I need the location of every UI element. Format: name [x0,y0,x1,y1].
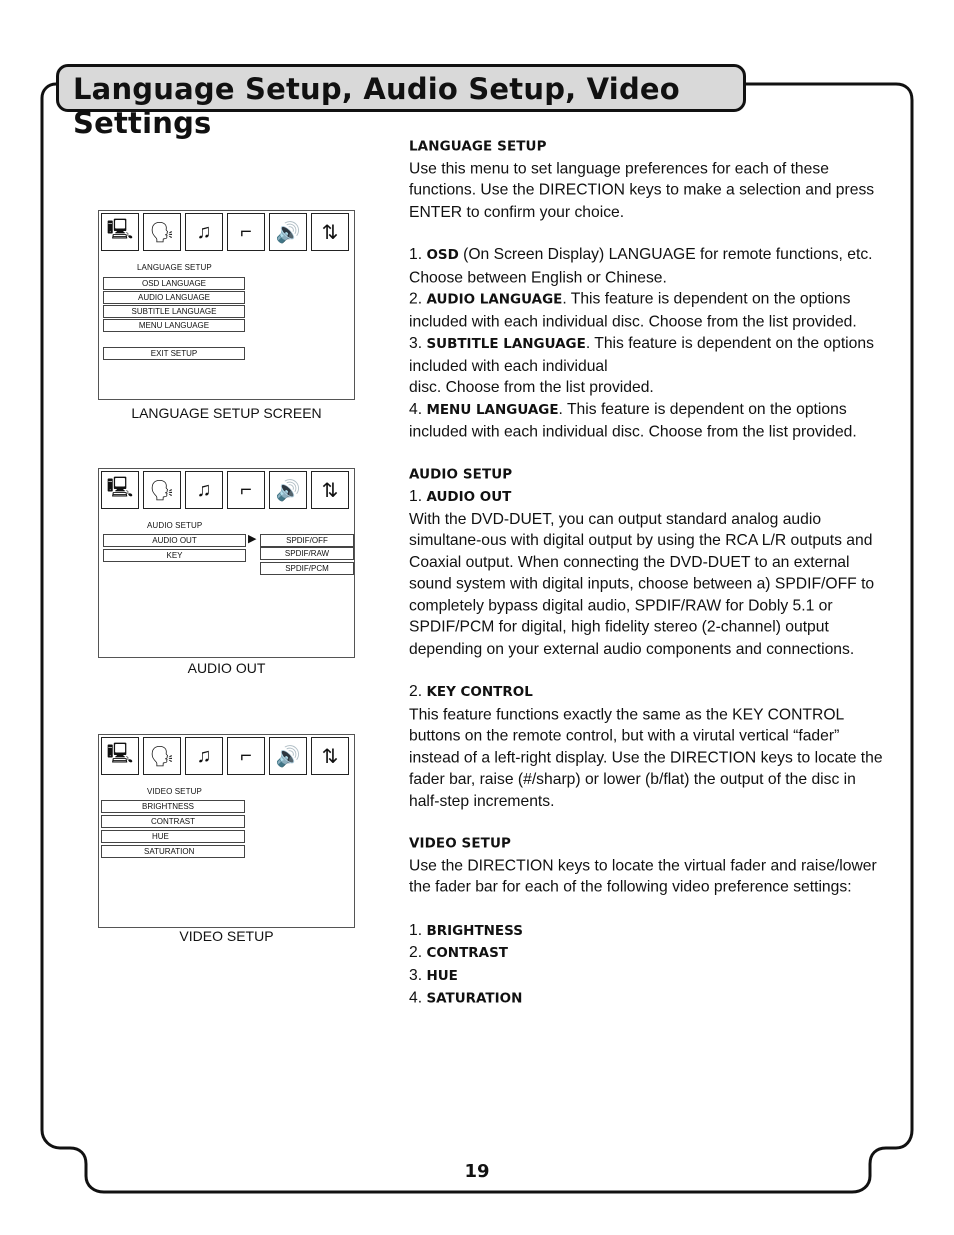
video-item-3: 3. HUE [409,966,458,984]
language-screen-caption: LANGUAGE SETUP SCREEN [131,405,322,421]
video-setup-screen [98,734,355,928]
music-disc-icon: ♫ [185,471,223,509]
video-item-4: 4. SATURATION [409,988,523,1007]
language-setup-intro: Use this menu to set language preferences for each of these functions. Use the DIRECTION keys to make a selection and press ENTER to confirm your choice. [409,159,875,221]
menu-item-menu-language: MENU LANGUAGE [103,319,245,332]
music-disc-icon: ♫ [185,213,223,251]
speaking-head-document-icon: 🗣 [143,213,181,251]
speaker-icon: 🔊 [269,471,307,509]
menu-item-audio-language: AUDIO LANGUAGE [103,291,245,304]
language-item-1: 1. OSD (On Screen Display) LANGUAGE for remote functions, etc. Choose between English or Chinese. [409,245,873,286]
page-title: Language Setup, Audio Setup, Video Settings [73,72,680,140]
menu-header: LANGUAGE SETUP [137,263,212,272]
video-setup-intro: Use the DIRECTION keys to locate the virtual fader and raise/lower the fader bar for each of the following video preference settings: [409,856,877,896]
video-camera-icon: ⌐ [227,471,265,509]
video-camera-icon: ⌐ [227,213,265,251]
video-camera-icon: ⌐ [227,737,265,775]
menu-icon-bar [101,213,349,251]
menu-icon-bar [101,471,349,509]
menu-header: AUDIO SETUP [147,521,203,530]
language-item-2: 2. AUDIO LANGUAGE. This feature is dependent on the options included with each individual disc. Choose from the list provided. [409,290,857,330]
instructions-column [409,136,883,1010]
menu-item-brightness: BRIGHTNESS [101,800,245,813]
menu-item-key: KEY [103,549,246,562]
audio-item-1-text: With the DVD-DUET, you can output standard analog audio simultane-ous with digital output by using the RCA L/R outputs and Coaxial output. When connecting the DVD-DUET to an external sound system with digital inputs, choose between a) SPDIF/OFF to completely bypass digital audio, SPDIF/RAW for Dobly 5.1 or SPDIF/PCM for digital, high fidelity stereo (2-channel) output depending on your external audio components and connections. [409,509,875,658]
menu-icon-bar [101,737,349,775]
music-disc-icon: ♫ [185,737,223,775]
menu-item-osd-language: OSD LANGUAGE [103,277,245,290]
menu-item-contrast: CONTRAST [101,815,245,828]
speaker-icon: 🔊 [269,737,307,775]
language-item-3-continued: disc. Choose from the list provided. [409,378,654,396]
option-spdif-raw: SPDIF/RAW [260,547,354,560]
audio-screen-caption: AUDIO OUT [187,660,266,676]
menu-item-hue: HUE [101,830,245,843]
language-item-3: 3. SUBTITLE LANGUAGE. This feature is dependent on the options included with each individual [409,334,874,375]
menu-item-subtitle-language: SUBTITLE LANGUAGE [103,305,245,318]
video-setup-heading: VIDEO SETUP [409,835,511,852]
option-spdif-off: SPDIF/OFF [260,534,354,547]
video-screen-caption: VIDEO SETUP [179,928,274,944]
language-setup-heading: LANGUAGE SETUP [409,138,547,155]
menu-item-exit-setup: EXIT SETUP [103,347,245,360]
menu-item-audio-out: AUDIO OUT [103,534,246,547]
language-setup-screen [98,210,355,400]
audio-setup-heading: AUDIO SETUP [409,466,513,483]
right-arrow-icon: ▶ [248,533,257,545]
audio-setup-screen [98,468,355,658]
video-item-2: 2. CONTRAST [409,943,508,961]
menu-item-saturation: SATURATION [101,845,245,858]
option-spdif-pcm: SPDIF/PCM [260,562,354,575]
audio-item-2-title: 2. KEY CONTROL [409,682,533,701]
title-banner [56,64,746,140]
menu-header: VIDEO SETUP [147,787,202,796]
monitor-icon: 🖳 [101,471,139,509]
speaking-head-document-icon: 🗣 [143,471,181,509]
speaker-icon: 🔊 [269,213,307,251]
up-down-arrows-icon: ⇅ [311,471,349,509]
audio-item-1-title: 1. AUDIO OUT [409,487,512,505]
up-down-arrows-icon: ⇅ [311,213,349,251]
monitor-icon: 🖳 [101,737,139,775]
up-down-arrows-icon: ⇅ [311,737,349,775]
monitor-icon: 🖳 [101,213,139,251]
page-number: 19 [464,1161,490,1182]
audio-item-2-text: This feature functions exactly the same as the KEY CONTROL buttons on the remote control, but with a virutal vertical “fader” instead of a left-right display. Use the DIRECTION keys to locate the fader bar, raise (#/sharp) or lower (b/flat) the output of the disc in half-step increments. [409,705,883,810]
video-item-1: 1. BRIGHTNESS [409,920,523,939]
speaking-head-document-icon: 🗣 [143,737,181,775]
language-item-4: 4. MENU LANGUAGE. This feature is dependent on the options included with each individual disc. Choose from the list provided. [409,400,857,441]
